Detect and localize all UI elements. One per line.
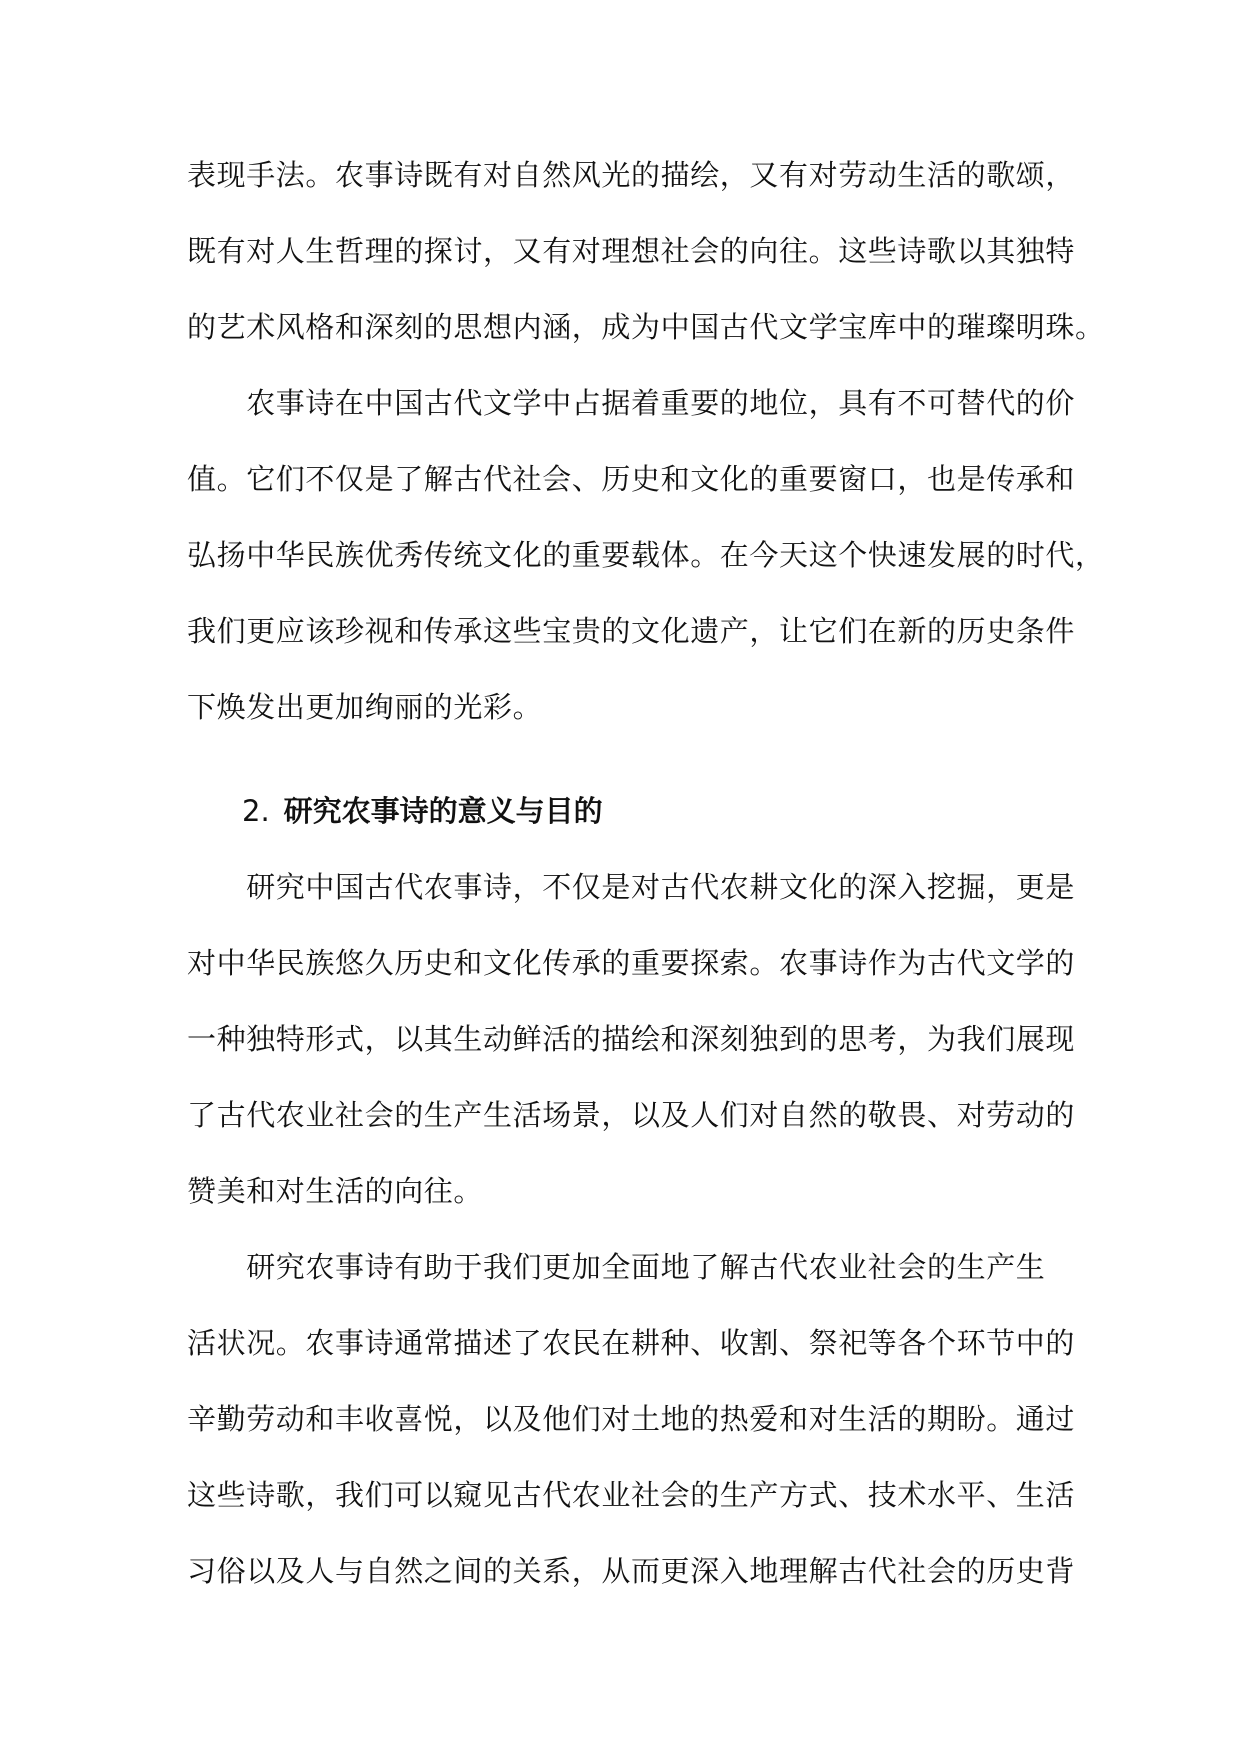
text-line: 活状况。农事诗通常描述了农民在耕种、收割、祭祀等各个环节中的 [187, 1326, 1076, 1360]
text-line: 我们更应该珍视和传承这些宝贵的文化遗产，让它们在新的历史条件 [187, 614, 1076, 648]
text-line: 值。它们不仅是了解古代社会、历史和文化的重要窗口，也是传承和 [187, 462, 1076, 496]
text-line: 对中华民族悠久历史和文化传承的重要探索。农事诗作为古代文学的 [187, 946, 1076, 980]
paragraph-1 [187, 137, 1105, 365]
text-line: 一种独特形式，以其生动鲜活的描绘和深刻独到的思考，为我们展现 [187, 1022, 1076, 1056]
text-line: 农事诗在中国古代文学中占据着重要的地位，具有不可替代的价 [187, 386, 1076, 420]
text-line: 了古代农业社会的生产生活场景，以及人们对自然的敬畏、对劳动的 [187, 1098, 1076, 1132]
text-line: 赞美和对生活的向往。 [187, 1174, 484, 1208]
paragraph-4 [187, 1229, 1076, 1609]
text-line: 辛勤劳动和丰收喜悦，以及他们对土地的热爱和对生活的期盼。通过 [187, 1402, 1076, 1436]
text-line: 这些诗歌，我们可以窥见古代农业社会的生产方式、技术水平、生活 [187, 1478, 1076, 1512]
text-line: 研究中国古代农事诗，不仅是对古代农耕文化的深入挖掘，更是 [187, 870, 1076, 904]
text-line: 习俗以及人与自然之间的关系，从而更深入地理解古代社会的历史背 [187, 1554, 1076, 1588]
paragraph-3 [187, 849, 1076, 1229]
text-line: 下焕发出更加绚丽的光彩。 [187, 690, 543, 724]
text-line: 表现手法。农事诗既有对自然风光的描绘，又有对劳动生活的歌颂， [187, 158, 1076, 192]
section-number: 2. [242, 794, 270, 828]
text-line: 的艺术风格和深刻的思想内涵，成为中国古代文学宝库中的璀璨明珠。 [187, 310, 1105, 344]
section-heading [242, 773, 603, 849]
text-line: 既有对人生哲理的探讨，又有对理想社会的向往。这些诗歌以其独特 [187, 234, 1076, 268]
text-line: 研究农事诗有助于我们更加全面地了解古代农业社会的生产生 [187, 1250, 1046, 1284]
section-title: 研究农事诗的意义与目的 [283, 794, 603, 828]
text-line: 弘扬中华民族优秀传统文化的重要载体。在今天这个快速发展的时代， [187, 538, 1105, 572]
paragraph-2 [187, 365, 1105, 745]
